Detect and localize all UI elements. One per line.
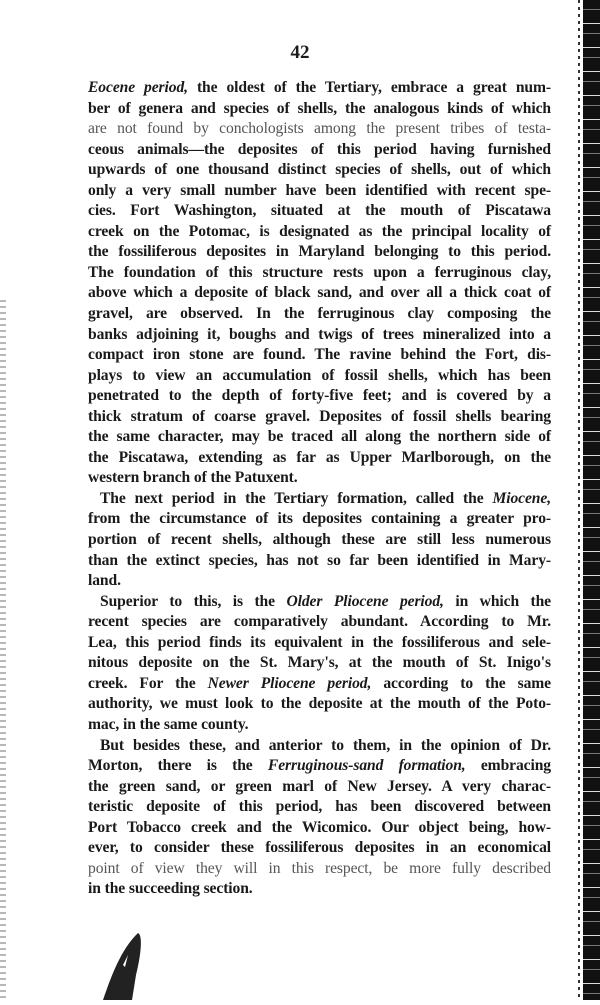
text-segment: But besides these, and anterior to them, in the opinion of Dr. (100, 736, 551, 754)
text-line (88, 140, 551, 161)
text-segment: cies. Fort Washington, situated at the mouth of Piscatawa (88, 202, 551, 220)
text-segment: western branch of the Patuxent. (88, 469, 298, 487)
text-segment: the Piscatawa, extending as far as Upper Marlborough, on the (88, 448, 551, 466)
text-segment: point of view they will in this respect, be more fully described (88, 859, 551, 877)
text-segment: compact iron stone are found. The ravine behind the Fort, dis- (88, 346, 551, 364)
text-segment: upwards of one thousand distinct species of shells, out of which (88, 161, 551, 179)
text-line (88, 777, 551, 798)
text-line (88, 78, 551, 99)
text-line (88, 222, 551, 243)
text-segment: The next period in the Tertiary formation, called the (100, 489, 493, 507)
text-segment: plays to view an accumulation of fossil shells, which has been (88, 366, 551, 384)
text-segment: according to the same (371, 674, 551, 692)
text-segment: The foundation of this structure rests upon a ferruginous clay, (88, 263, 551, 281)
text-segment: penetrated to the depth of forty-five feet; and is covered by a (88, 387, 551, 405)
text-segment: nitous deposite on the St. Mary's, at the mouth of St. Inigo's (88, 654, 551, 672)
text-line (88, 263, 551, 284)
text-line (88, 366, 551, 387)
text-line (88, 468, 551, 489)
text-line (88, 530, 551, 551)
text-segment: authority, we must look to the deposite at the mouth of the Poto- (88, 695, 551, 713)
italic-term: Miocene, (492, 489, 551, 507)
text-segment: thick stratum of coarse gravel. Deposites of fossil shells bearing (88, 407, 551, 425)
italic-term: Older Pliocene period, (286, 592, 444, 610)
scan-edge-right (583, 0, 600, 1000)
text-line (88, 736, 551, 757)
quill-shape (103, 933, 141, 1000)
text-segment: creek on the Potomac, is designated as the principal locality of (88, 222, 551, 240)
text-line (88, 181, 551, 202)
text-line (88, 633, 551, 654)
text-line (88, 489, 551, 510)
scan-edge-left (0, 300, 6, 1000)
text-segment: in which the (443, 592, 551, 610)
text-segment: ber of genera and species of shells, the analogous kinds of which (88, 99, 551, 117)
text-segment: Port Tobacco creek and the Wicomico. Our object being, how- (88, 818, 551, 836)
text-line (88, 325, 551, 346)
text-segment: are not found by conchologists among the present tribes of testa- (88, 120, 551, 138)
text-line (88, 797, 551, 818)
text-line (88, 612, 551, 633)
text-segment: in the succeeding section. (88, 880, 253, 898)
text-line (88, 407, 551, 428)
text-segment: Lea, this period finds its equivalent in the fossiliferous and sele- (88, 633, 551, 651)
text-segment: only a very small number have been identified with recent spe- (88, 181, 551, 199)
text-line (88, 99, 551, 120)
text-line (88, 509, 551, 530)
text-line (88, 386, 551, 407)
page-number: 42 (290, 42, 310, 63)
text-line (88, 818, 551, 839)
text-line (88, 119, 551, 140)
text-line (88, 448, 551, 469)
text-line (88, 345, 551, 366)
text-segment: portion of recent shells, although these are still less numerous (88, 531, 551, 549)
text-segment: the fossiliferous deposites in Maryland belonging to this period. (88, 243, 551, 261)
text-segment: gravel, are observed. In the ferruginous clay composing the (88, 305, 551, 323)
text-line (88, 674, 551, 695)
italic-term: Ferruginous-sand formation, (267, 757, 466, 775)
text-line (88, 571, 551, 592)
italic-term: Eocene period, (88, 79, 188, 96)
text-segment: above which a deposite of black sand, and over all a thick coat of (88, 284, 551, 302)
text-line (88, 592, 551, 613)
text-line (88, 242, 551, 263)
text-segment: teristic deposite of this period, has been discovered between (88, 798, 551, 816)
text-line (88, 715, 551, 736)
text-segment: banks adjoining it, boughs and twigs of trees mineralized into a (88, 325, 551, 343)
text-segment: creek. For the (88, 674, 208, 692)
text-line (88, 201, 551, 222)
text-line (88, 653, 551, 674)
text-segment: Superior to this, is the (100, 592, 287, 610)
text-segment: ever, to consider these fossiliferous deposites in an economical (88, 839, 551, 857)
text-line (88, 756, 551, 777)
text-segment: Morton, there is the (88, 757, 268, 775)
text-segment: recent species are comparatively abundant. According to Mr. (88, 613, 551, 631)
italic-term: Newer Pliocene period, (207, 674, 372, 692)
text-segment: land. (88, 572, 121, 590)
quill-pen-mark (95, 925, 155, 1005)
text-line (88, 427, 551, 448)
text-segment: ceous animals—the deposites of this period having furnished (88, 140, 551, 158)
text-line (88, 160, 551, 181)
text-segment: embracing (465, 757, 551, 775)
text-line (88, 694, 551, 715)
text-segment: from the circumstance of its deposites containing a greater pro- (88, 510, 551, 528)
body-text (88, 78, 551, 900)
text-segment: mac, in the same county. (88, 715, 249, 733)
text-line (88, 304, 551, 325)
text-segment: the oldest of the Tertiary, embrace a great num- (187, 79, 551, 96)
text-line (88, 551, 551, 572)
text-segment: the green sand, or green marl of New Jersey. A very charac- (88, 777, 551, 795)
text-line (88, 283, 551, 304)
text-segment: than the extinct species, has not so far been identified in Mary- (88, 551, 551, 569)
text-segment: the same character, may be traced all along the northern side of (88, 428, 551, 446)
text-line (88, 838, 551, 859)
text-line (88, 879, 551, 900)
text-line (88, 859, 551, 880)
